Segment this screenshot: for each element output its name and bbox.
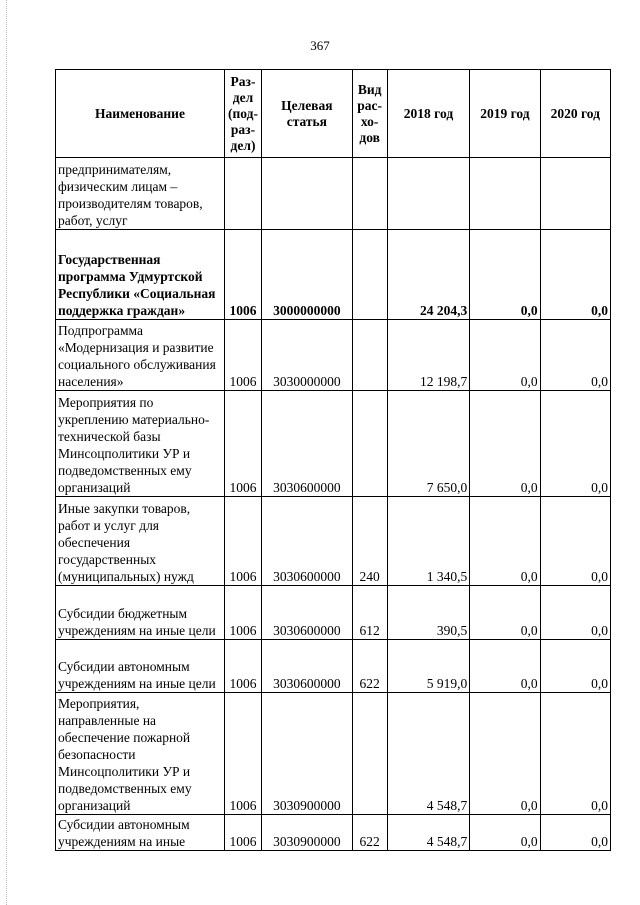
row-2019: 0,0 (470, 640, 540, 693)
row-2020 (540, 158, 610, 230)
row-2020: 0,0 (540, 693, 610, 815)
row-exp (352, 320, 387, 391)
row-target: 3030600000 (262, 586, 352, 640)
row-name: Субсидии бюджетным учреждениям на иные цели (56, 586, 225, 640)
table-row (56, 230, 611, 320)
row-target: 3000000000 (262, 230, 352, 320)
row-2019 (470, 158, 540, 230)
row-2019: 0,0 (470, 391, 540, 497)
row-name: Подпрограмма «Модернизация и развитие социального обслуживания населения» (56, 320, 225, 391)
row-section: 1006 (224, 230, 261, 320)
row-section: 1006 (224, 586, 261, 640)
row-exp (352, 391, 387, 497)
row-2019: 0,0 (470, 320, 540, 391)
row-2019: 0,0 (470, 586, 540, 640)
row-section: 1006 (224, 640, 261, 693)
col-header-2018: 2018 год (387, 70, 469, 158)
table-row (56, 391, 611, 497)
row-2020: 0,0 (540, 230, 610, 320)
table-row (56, 815, 611, 851)
row-name: Государственная программа Удмуртской Республики «Социальная поддержка граждан» (56, 230, 225, 320)
table-row (56, 693, 611, 815)
row-2019: 0,0 (470, 693, 540, 815)
row-target: 3030900000 (262, 815, 352, 851)
row-2019: 0,0 (470, 497, 540, 586)
col-header-target: Целевая статья (262, 70, 352, 158)
table-header-row (56, 70, 611, 158)
row-2018: 7 650,0 (387, 391, 469, 497)
row-exp: 240 (352, 497, 387, 586)
row-section: 1006 (224, 497, 261, 586)
row-target: 3030600000 (262, 640, 352, 693)
row-2018: 390,5 (387, 586, 469, 640)
row-name: Мероприятия по укреплению материально-технической базы Минсоцполитики УР и подведомственных ему организаций (56, 391, 225, 497)
row-target: 3030600000 (262, 497, 352, 586)
col-header-2020: 2020 год (540, 70, 610, 158)
row-2020: 0,0 (540, 391, 610, 497)
row-target: 3030900000 (262, 693, 352, 815)
row-section (224, 158, 261, 230)
row-exp: 622 (352, 815, 387, 851)
row-name: предпринимателям, физическим лицам – производителям товаров, работ, услуг (56, 158, 225, 230)
scan-margin-line (6, 0, 7, 905)
row-2019: 0,0 (470, 230, 540, 320)
row-2018: 12 198,7 (387, 320, 469, 391)
row-section: 1006 (224, 320, 261, 391)
row-section: 1006 (224, 693, 261, 815)
row-2020: 0,0 (540, 497, 610, 586)
row-name: Иные закупки товаров, работ и услуг для обеспечения государственных (муниципальных) нужд (56, 497, 225, 586)
col-header-exp-type: Вид рас-хо-дов (352, 70, 387, 158)
page-number: 367 (310, 38, 330, 53)
budget-table (55, 69, 611, 851)
row-target: 3030000000 (262, 320, 352, 391)
row-exp: 622 (352, 640, 387, 693)
row-2018: 1 340,5 (387, 497, 469, 586)
row-2018: 24 204,3 (387, 230, 469, 320)
row-2018: 4 548,7 (387, 693, 469, 815)
table-row (56, 158, 611, 230)
col-header-section: Раз-дел (под-раз-дел) (224, 70, 261, 158)
table-row (56, 497, 611, 586)
row-exp: 612 (352, 586, 387, 640)
table-row (56, 586, 611, 640)
row-2019: 0,0 (470, 815, 540, 851)
col-header-2019: 2019 год (470, 70, 540, 158)
row-2018: 5 919,0 (387, 640, 469, 693)
row-name: Мероприятия, направленные на обеспечение пожарной безопасности Минсоцполитики УР и подведомственных ему организаций (56, 693, 225, 815)
row-section: 1006 (224, 391, 261, 497)
row-2018 (387, 158, 469, 230)
row-target (262, 158, 352, 230)
table-row (56, 640, 611, 693)
table-row (56, 320, 611, 391)
row-2020: 0,0 (540, 640, 610, 693)
row-2020: 0,0 (540, 815, 610, 851)
row-name: Субсидии автономным учреждениям на иные (56, 815, 225, 851)
row-exp (352, 158, 387, 230)
row-2020: 0,0 (540, 320, 610, 391)
row-target: 3030600000 (262, 391, 352, 497)
row-exp (352, 230, 387, 320)
row-section: 1006 (224, 815, 261, 851)
row-exp (352, 693, 387, 815)
col-header-name: Наименование (56, 70, 225, 158)
row-2020: 0,0 (540, 586, 610, 640)
row-2018: 4 548,7 (387, 815, 469, 851)
row-name: Субсидии автономным учреждениям на иные цели (56, 640, 225, 693)
